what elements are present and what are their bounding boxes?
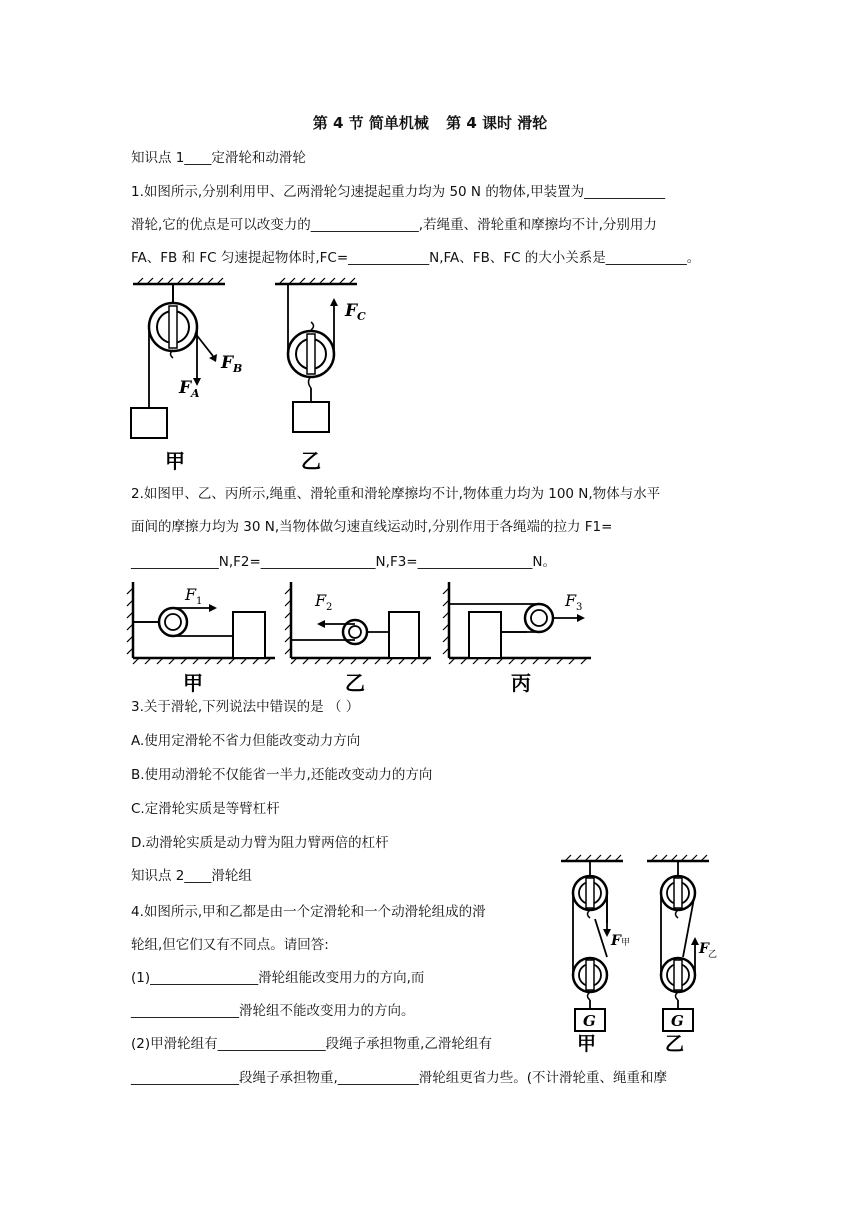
- label-fa: F: [179, 378, 192, 398]
- q3-option-b: B.使用动滑轮不仅能省一半力,还能改变动力的方向: [131, 767, 433, 783]
- q1-line2: 滑轮,它的优点是可以改变力的________________,若绳重、滑轮重和摩擦均不计,分别用力: [131, 217, 657, 233]
- q4-pulley-block-figure: [555, 853, 718, 1058]
- label-f2-sub: 2: [326, 602, 333, 613]
- label-fa-sub: A: [191, 387, 200, 400]
- q4-line4: ________________滑轮组不能改变用力的方向。: [131, 1003, 415, 1019]
- label-g-jia: G: [583, 1012, 596, 1030]
- title-lesson: 第 4 课时 滑轮: [446, 114, 548, 132]
- page-title: [0, 112, 860, 133]
- label-f-yi-sub: 乙: [708, 950, 718, 960]
- section1-heading: 知识点 1____定滑轮和动滑轮: [131, 150, 306, 166]
- q2-line2: 面间的摩擦力均为 30 N,当物体做匀速直线运动时,分别作用于各绳端的拉力 F1=: [131, 519, 613, 535]
- label-f-jia: F: [611, 933, 621, 949]
- caption-jia: 甲: [165, 449, 185, 473]
- section2-heading: 知识点 2____滑轮组: [131, 868, 252, 884]
- caption-jia-3: 甲: [577, 1033, 597, 1055]
- caption-bing: 丙: [511, 671, 531, 695]
- q3-stem: 3.关于滑轮,下列说法中错误的是 （ ）: [131, 699, 360, 715]
- q3-option-c: C.定滑轮实质是等臂杠杆: [131, 801, 280, 817]
- label-g-yi: G: [671, 1012, 684, 1030]
- q3-option-d: D.动滑轮实质是动力臂为阻力臂两倍的杠杆: [131, 835, 389, 851]
- label-fb: F: [221, 353, 234, 373]
- q1-pulley-figure: [125, 278, 385, 478]
- label-f3: F: [565, 591, 577, 610]
- q4-line5: (2)甲滑轮组有________________段绳子承担物重,乙滑轮组有: [131, 1036, 492, 1052]
- label-f-yi: F: [699, 941, 709, 957]
- label-fb-sub: B: [233, 362, 243, 375]
- q1-line1: 1.如图所示,分别利用甲、乙两滑轮匀速提起重力均为 50 N 的物体,甲装置为____________: [131, 184, 666, 200]
- q3-option-a: A.使用定滑轮不省力但能改变动力方向: [131, 733, 361, 749]
- label-f1-sub: 1: [196, 596, 203, 607]
- q1-line3: FA、FB 和 FC 匀速提起物体时,FC=____________N,FA、FB、FC 的大小关系是____________。: [131, 250, 701, 266]
- caption-yi-2: 乙: [345, 671, 365, 695]
- label-f2: F: [315, 591, 327, 610]
- q4-line3: (1)________________滑轮组能改变用力的方向,而: [131, 970, 425, 986]
- caption-yi-3: 乙: [665, 1033, 685, 1055]
- q2-line1: 2.如图甲、乙、丙所示,绳重、滑轮重和滑轮摩擦均不计,物体重力均为 100 N,物体与水平: [131, 486, 661, 502]
- label-f1: F: [185, 585, 197, 604]
- label-fc: F: [345, 301, 358, 321]
- label-f-jia-sub: 甲: [621, 938, 631, 948]
- caption-yi: 乙: [301, 449, 321, 473]
- q4-line1: 4.如图所示,甲和乙都是由一个定滑轮和一个动滑轮组成的滑: [131, 904, 486, 920]
- title-section: 第 4 节 简单机械: [312, 114, 429, 132]
- q4-line6: ________________段绳子承担物重,____________滑轮组更省力些。(不计滑轮重、绳重和摩: [131, 1070, 668, 1086]
- caption-jia-2: 甲: [183, 671, 203, 695]
- label-fc-sub: C: [357, 310, 366, 323]
- q4-line2: 轮组,但它们又有不同点。请回答:: [131, 937, 329, 953]
- q2-pulley-figure: [125, 578, 595, 696]
- q2-line3: _____________N,F2=_________________N,F3=_________________N。: [131, 554, 556, 570]
- label-f3-sub: 3: [576, 602, 583, 613]
